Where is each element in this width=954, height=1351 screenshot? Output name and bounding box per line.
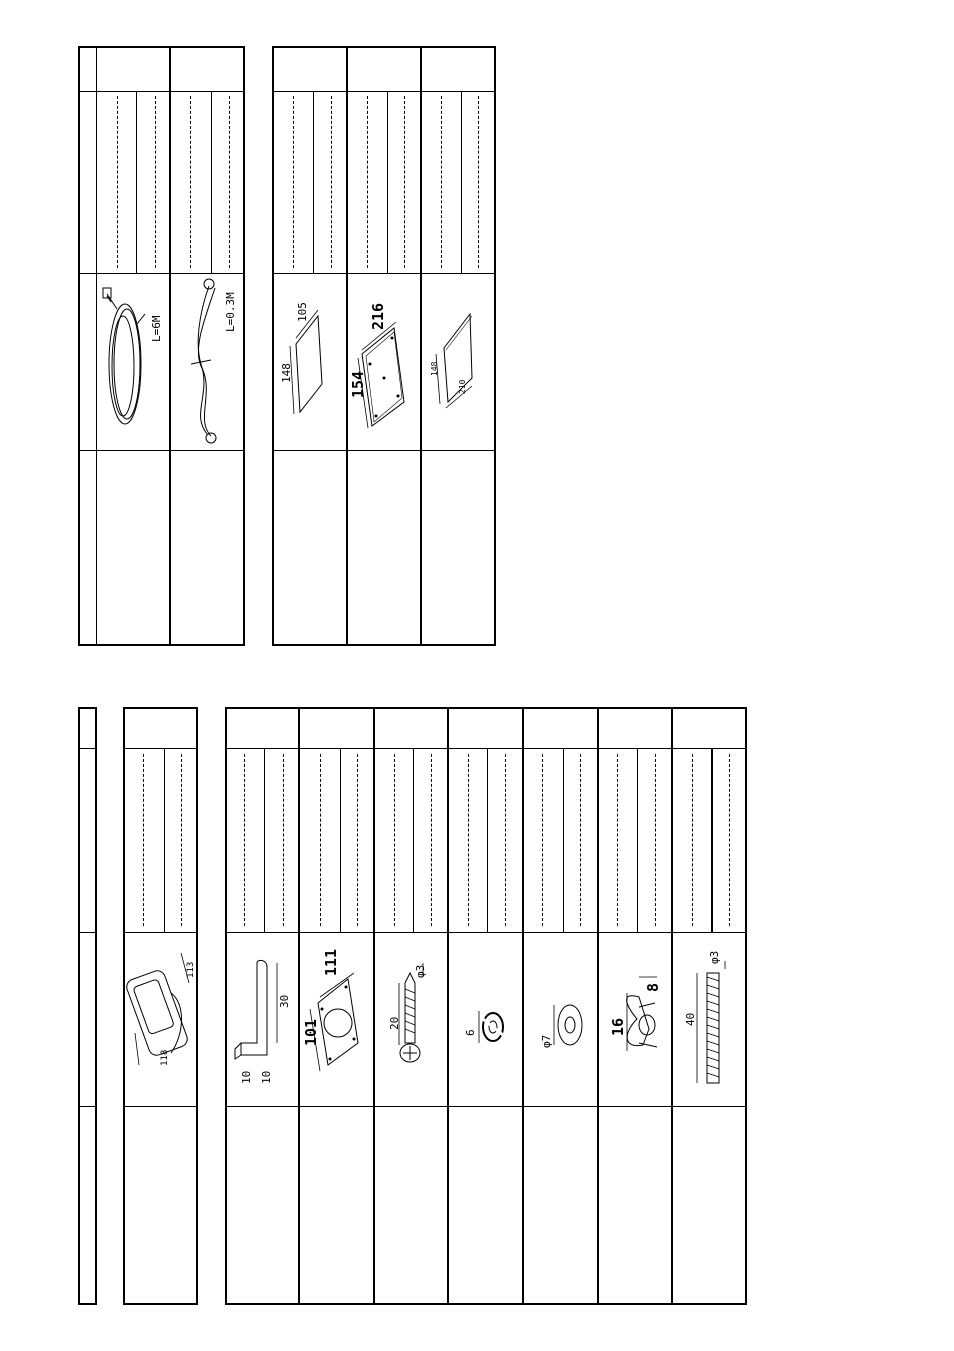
plate-small-h: 148 <box>280 363 293 383</box>
spring-washer-dia: 6 <box>464 1029 477 1036</box>
bracket-b: 10 <box>260 1070 273 1084</box>
plate-medium-drawing <box>348 274 420 450</box>
cable-6m-drawing <box>97 274 169 450</box>
plate-small-w: 105 <box>296 302 309 322</box>
mount-plate-h: 101 <box>302 1018 320 1046</box>
screw-dia: φ3 <box>414 964 427 978</box>
sensor-w: 118 <box>160 1049 170 1066</box>
wing-nut-h: 16 <box>609 1017 627 1036</box>
cable-03m-label: L=0.3M <box>224 292 237 332</box>
plate-medium-w: 216 <box>369 302 387 330</box>
screw-drawing <box>375 933 447 1106</box>
flat-washer-dia: φ7 <box>540 1034 553 1048</box>
flat-washer-drawing <box>524 933 597 1106</box>
cable-6m-label: L=6M <box>150 315 163 342</box>
spring-washer-drawing <box>449 933 522 1106</box>
plate-large-h: 148 <box>430 361 439 376</box>
mount-plate-w: 111 <box>322 948 340 976</box>
bracket-a: 10 <box>240 1070 253 1084</box>
plate-small-drawing <box>274 274 346 450</box>
screw-len: 20 <box>388 1016 401 1030</box>
threaded-rod-len: 40 <box>684 1012 697 1026</box>
sensor-h: 113 <box>186 961 196 978</box>
sensor-drawing <box>125 933 197 1106</box>
threaded-rod-dia: φ3 <box>708 950 721 964</box>
wing-nut-w: 8 <box>644 982 662 992</box>
plate-medium-h: 154 <box>349 370 367 398</box>
plate-large-w: 210 <box>458 379 467 394</box>
bracket-c: 30 <box>278 994 291 1008</box>
